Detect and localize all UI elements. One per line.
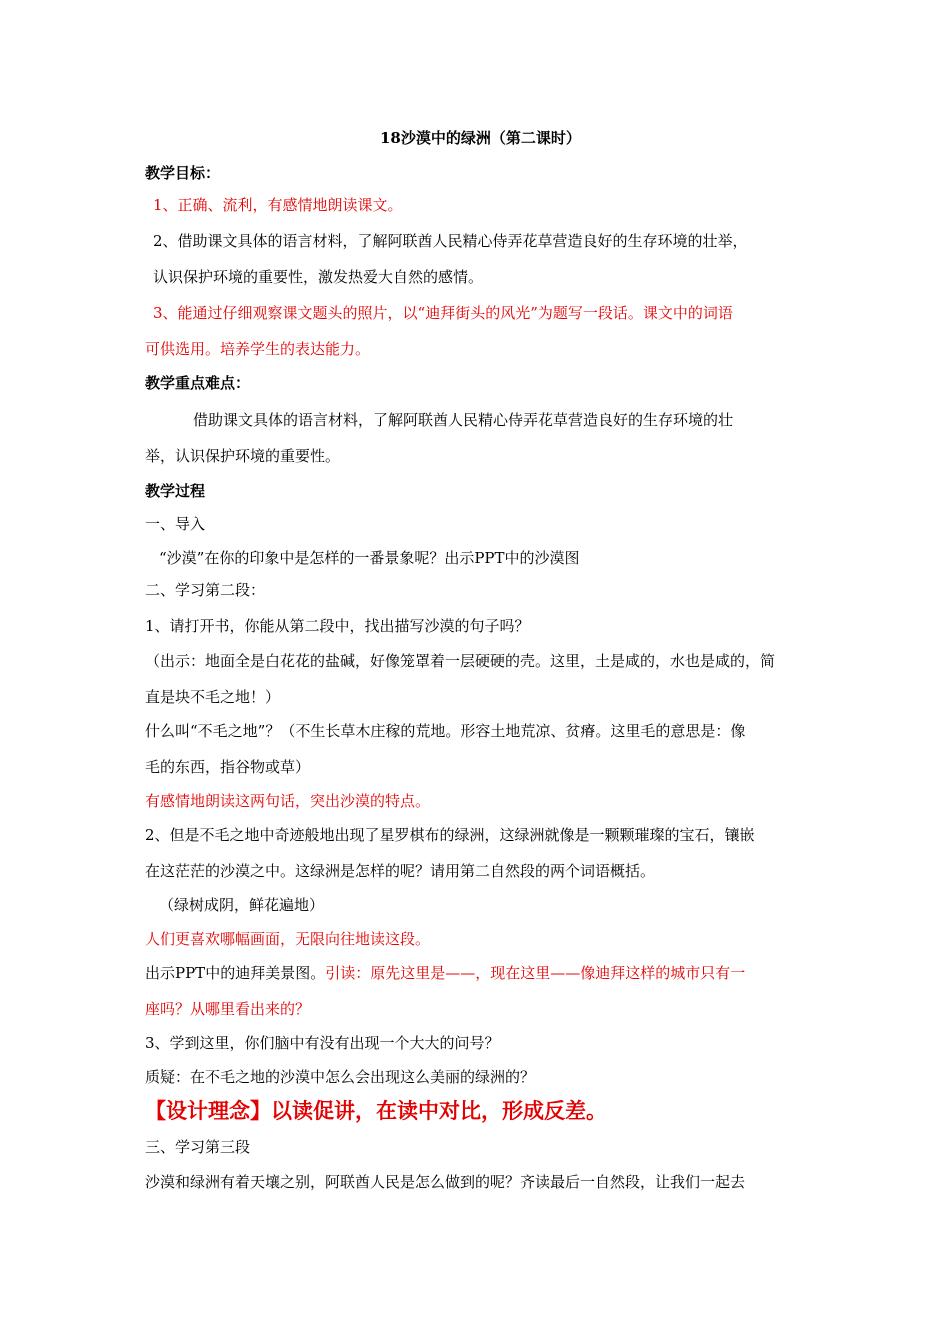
heading-teaching-process: 教学过程 <box>145 482 206 500</box>
goal-3-line-1: 3、能通过仔细观察课文题头的照片，以“迪拜街头的风光”为题写一段话。课文中的词语 <box>153 304 733 322</box>
question-3: 3、学到这里，你们脑中有没有出现一个大大的问号？ <box>145 1034 500 1052</box>
key-points-line-1: 借助课文具体的语言材料，了解阿联酋人民精心侍弄花草营造良好的生存环境的壮 <box>193 411 734 429</box>
document-title: 18沙漠中的绿洲（第二课时） <box>380 129 581 147</box>
goal-2-line-1: 2、借助课文具体的语言材料，了解阿联酋人民精心侍弄花草营造良好的生存环境的壮举， <box>153 232 748 250</box>
guided-reading: 引读：原先这里是——，现在这里——像迪拜这样的城市只有一 <box>325 964 746 982</box>
heading-teaching-goals: 教学目标： <box>145 164 221 182</box>
question-1-quote-line-2: 直是块不毛之地！） <box>145 688 281 706</box>
question-1-reading-task: 有感情地朗读这两句话，突出沙漠的特点。 <box>145 792 431 810</box>
question-2-ppt-line-2: 座吗？从哪里看出来的？ <box>145 1000 311 1018</box>
section-1-paragraph: “沙漠”在你的印象中是怎样的一番景象呢？出示PPT中的沙漠图 <box>159 549 580 567</box>
goal-3-line-2: 可供选用。培养学生的表达能力。 <box>145 340 371 358</box>
section-2-title: 二、学习第二段： <box>145 581 266 599</box>
design-concept: 【设计理念】以读促讲，在读中对比，形成反差。 <box>145 1098 607 1123</box>
question-1-meaning-line-1: 什么叫“不毛之地”？（不生长草木庄稼的荒地。形容土地荒凉、贫瘠。这里毛的意思是：像 <box>145 722 746 740</box>
question-2-line-1: 2、但是不毛之地中奇迹般地出现了星罗棋布的绿洲，这绿洲就像是一颗颗璀璨的宝石，镶嵌 <box>145 826 755 844</box>
question-3-doubt: 质疑：在不毛之地的沙漠中怎么会出现这么美丽的绿洲的？ <box>145 1068 536 1086</box>
question-1-meaning-line-2: 毛的东西，指谷物或草） <box>145 758 311 776</box>
section-1-title: 一、导入 <box>145 515 206 533</box>
heading-key-points: 教学重点难点： <box>145 374 251 392</box>
section-3-title: 三、学习第三段 <box>145 1138 251 1156</box>
question-2-reading-task: 人们更喜欢哪幅画面，无限向往地读这段。 <box>145 930 431 948</box>
section-3-paragraph: 沙漠和绿洲有着天壤之别，阿联酋人民是怎么做到的呢？齐读最后一自然段，让我们一起去 <box>145 1173 746 1191</box>
goal-2-line-2: 认识保护环境的重要性，激发热爱大自然的感情。 <box>153 268 484 286</box>
ppt-intro: 出示PPT中的迪拜美景图。 <box>145 964 326 982</box>
question-2-answer: （绿树成阴，鲜花遍地） <box>159 896 325 914</box>
question-2-ppt-line-1 <box>145 963 745 983</box>
question-1-quote-line-1: （出示：地面全是白花花的盐碱，好像笼罩着一层硬硬的壳。这里，土是咸的，水也是咸的，简 <box>145 652 776 670</box>
key-points-line-2: 举，认识保护环境的重要性。 <box>145 447 341 465</box>
goal-1: 1、正确、流利，有感情地朗读课文。 <box>153 196 403 214</box>
question-1: 1、请打开书，你能从第二段中，找出描写沙漠的句子吗？ <box>145 617 530 635</box>
question-2-line-2: 在这茫茫的沙漠之中。这绿洲是怎样的呢？请用第二自然段的两个词语概括。 <box>145 862 656 880</box>
